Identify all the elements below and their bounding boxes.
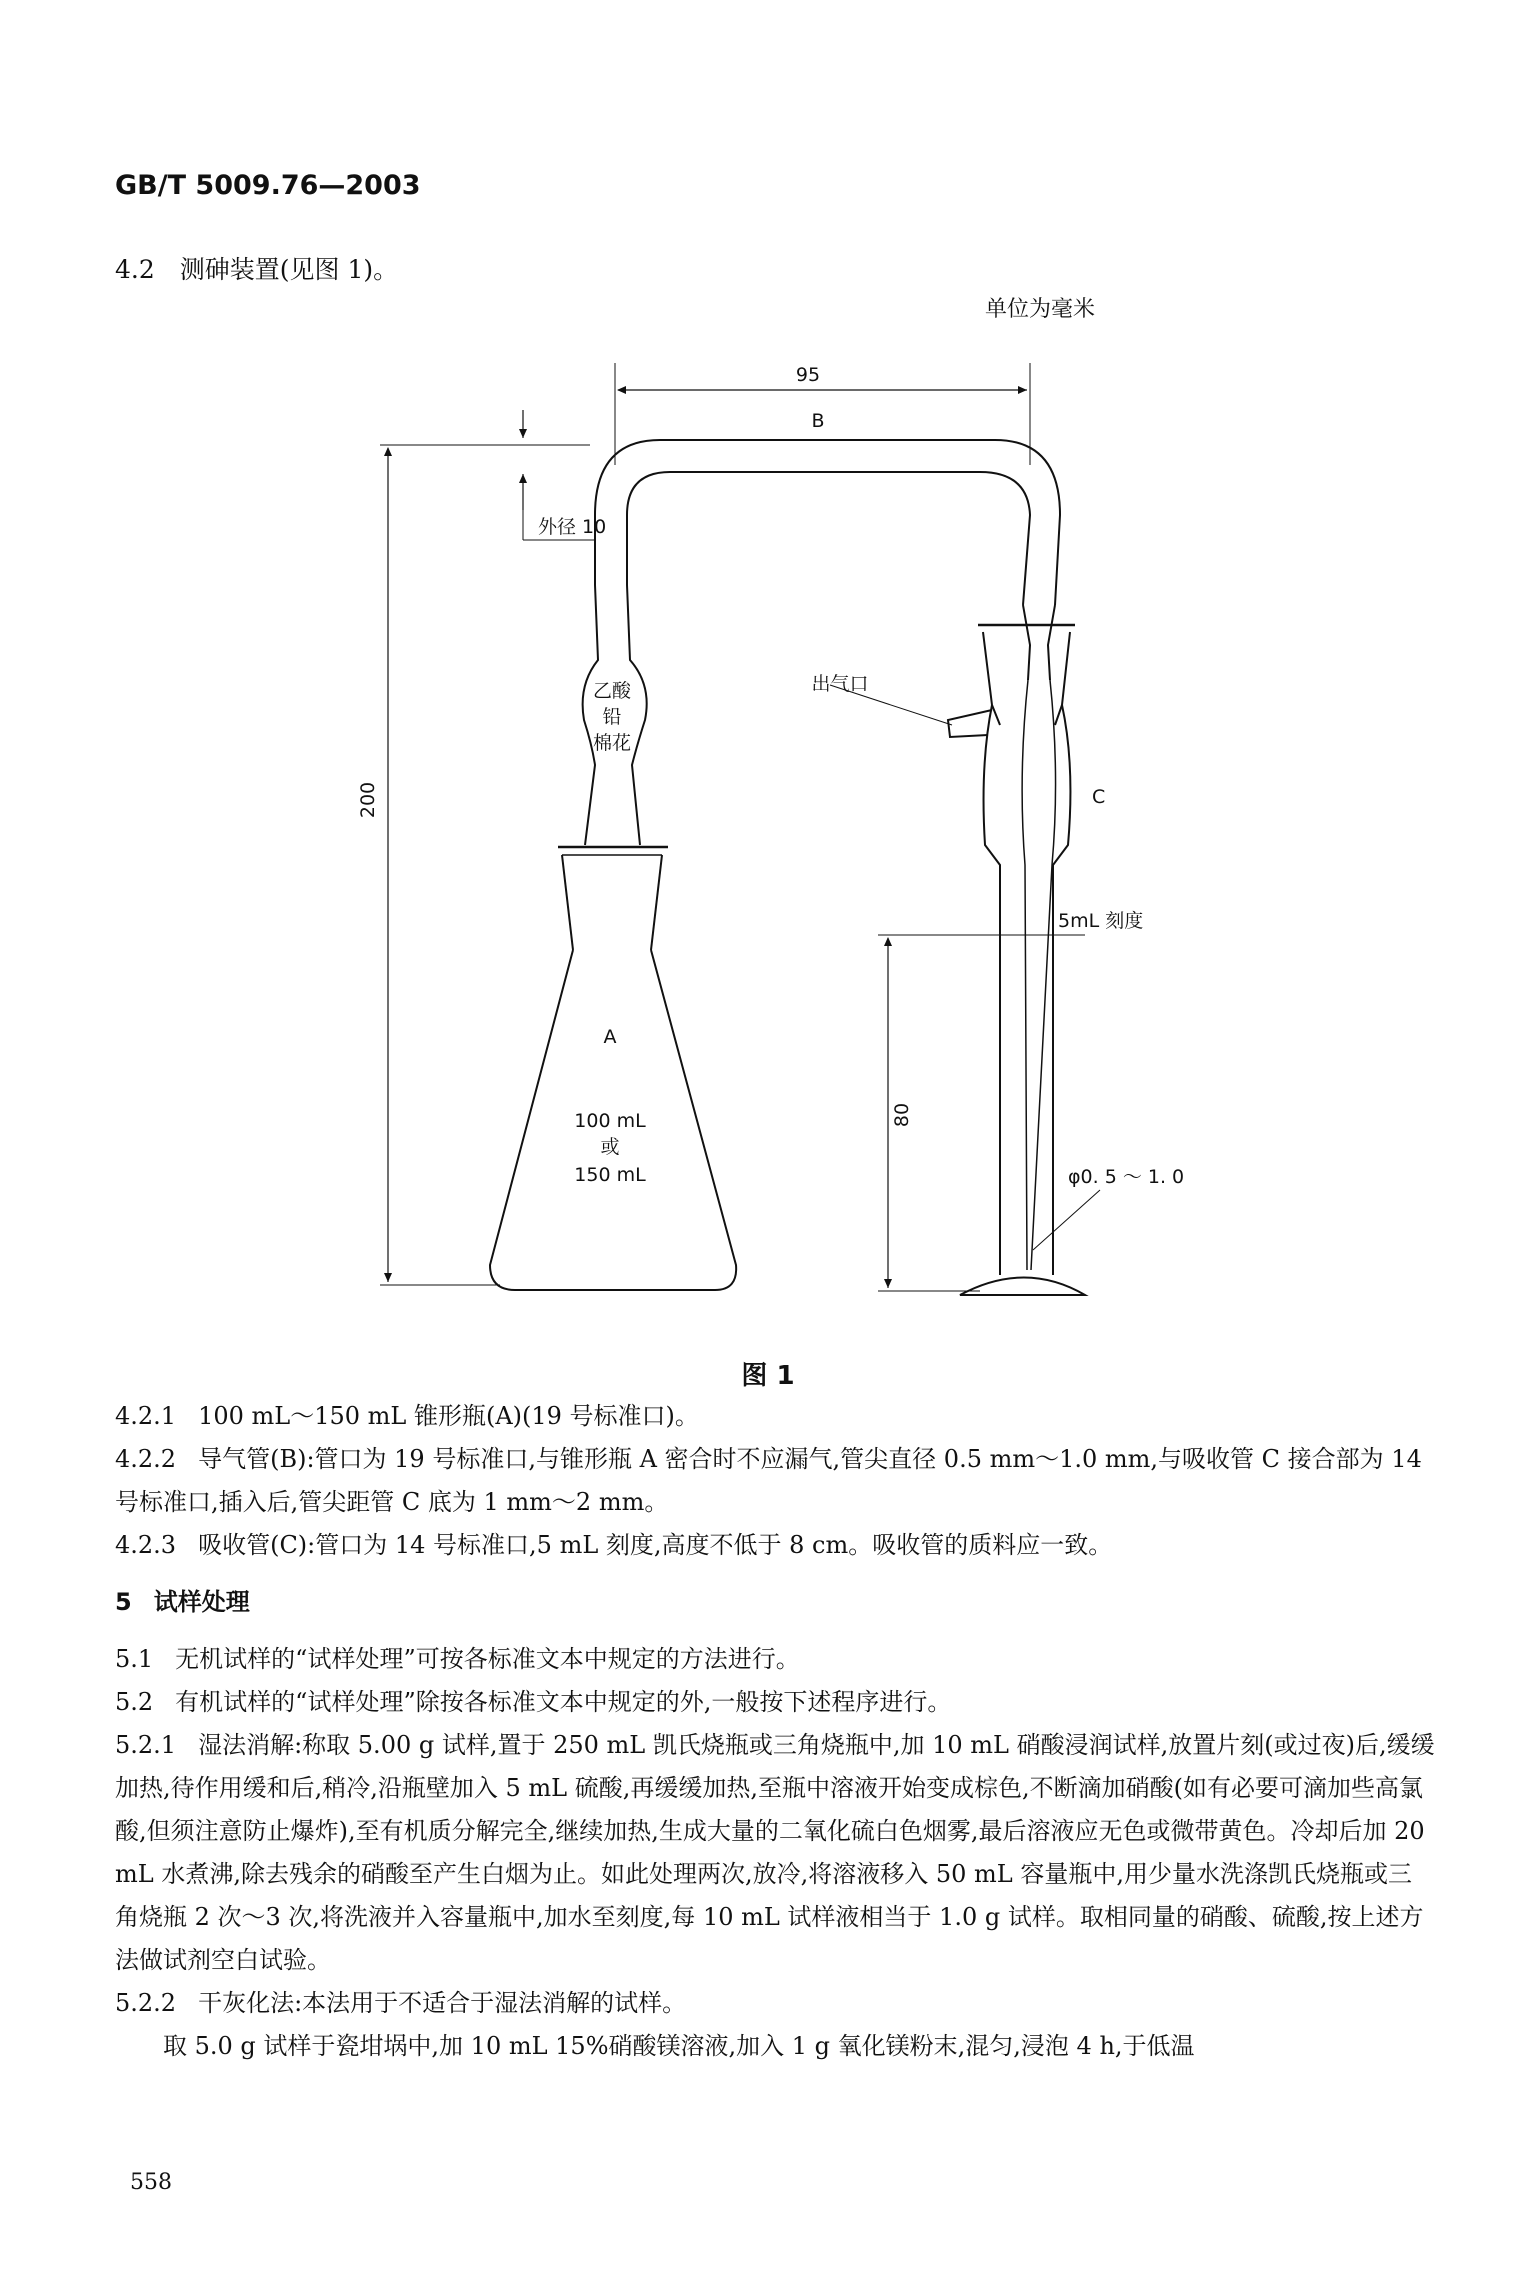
para-text: 导气管(B):管口为 19 号标准口,与锥形瓶 A 密合时不应漏气,管尖直径 0.5 mm～1.0 mm,与吸收管 C 接合部为 14 号标准口,插入后,管尖距管 C 底为 1 mm～2 mm。 — [115, 1445, 1422, 1516]
para-number: 4.2.3 — [115, 1531, 177, 1559]
para-text: 无机试样的“试样处理”可按各标准文本中规定的方法进行。 — [175, 1645, 800, 1673]
cotton-label-3: 棉花 — [592, 732, 632, 754]
para-number: 5.2.2 — [115, 1989, 177, 2017]
figure-caption: 图 1 — [741, 1361, 795, 1391]
para-4-2-2 — [115, 1438, 1435, 1524]
page-number: 558 — [130, 2170, 172, 2195]
volume-150-label: 150 mL — [574, 1164, 646, 1186]
label-c: C — [1092, 786, 1106, 808]
section-number: 5 — [115, 1588, 132, 1616]
dim-height-label: 200 — [357, 781, 379, 819]
apparatus-figure — [340, 345, 1200, 1345]
label-a: A — [603, 1026, 617, 1048]
section-5-heading — [115, 1581, 1435, 1624]
para-text: 湿法消解:称取 5.00 g 试样,置于 250 mL 凯氏烧瓶或三角烧瓶中,加 10 mL 硝酸浸润试样,放置片刻(或过夜)后,缓缓加热,待作用缓和后,稍冷,沿瓶壁加入 5 mL 硫酸,再缓缓加热,至瓶中溶液开始变成棕色,不断滴加硝酸(如有必要可滴加些高氯酸,但须注意防止爆炸),至有机质分解完全,继续加热,生成大量的二氧化硫白色烟雾,最后溶液应无色或微带黄色。冷却后加 20 mL 水煮沸,除去残余的硝酸至产生白烟为止。如此处理两次,放冷,将溶液移入 50 mL 容量瓶中,用少量水洗涤凯氏烧瓶或三角烧瓶 2 次～3 次,将洗液并入容量瓶中,加水至刻度,每 10 mL 试样液相当于 1.0 g 试样。取相同量的硝酸、硫酸,按上述方法做试剂空白试验。 — [115, 1731, 1435, 1974]
para-text: 100 mL～150 mL 锥形瓶(A)(19 号标准口)。 — [198, 1402, 699, 1430]
outer-diameter-label: 外径 10 — [538, 516, 607, 538]
para-number: 5.2.1 — [115, 1731, 177, 1759]
unit-note: 单位为毫米 — [985, 297, 1096, 322]
cotton-label-1: 乙酸 — [592, 680, 632, 702]
para-4-2-1 — [115, 1395, 1435, 1438]
para-5-2-2-body: 取 5.0 g 试样于瓷坩埚中,加 10 mL 15%硝酸镁溶液,加入 1 g 氧化镁粉末,混匀,浸泡 4 h,于低温 — [163, 2032, 1195, 2060]
para-5-2-2 — [115, 1982, 1435, 2025]
volume-or-label: 或 — [600, 1136, 620, 1158]
para-number: 5.1 — [115, 1645, 154, 1673]
tip-diameter-label: φ0. 5 ～ 1. 0 — [1068, 1166, 1185, 1188]
dim-80-label: 80 — [891, 1102, 913, 1128]
cotton-label-2: 铅 — [602, 706, 622, 728]
para-5-1 — [115, 1638, 1435, 1681]
para-number: 5.2 — [115, 1688, 154, 1716]
para-4-2-3 — [115, 1524, 1435, 1567]
outlet-label: 出气口 — [811, 673, 869, 695]
para-5-2-1 — [115, 1724, 1435, 1982]
para-text: 干灰化法:本法用于不适合于湿法消解的试样。 — [198, 1989, 687, 2017]
section-title: 试样处理 — [153, 1588, 250, 1616]
mark-5ml-label: 5mL 刻度 — [1058, 910, 1144, 932]
dim-width-label: 95 — [795, 364, 821, 386]
section-4-2-title: 4.2 测砷装置(见图 1)。 — [115, 255, 399, 284]
standard-code: GB/T 5009.76—2003 — [115, 170, 421, 201]
label-b: B — [811, 410, 825, 432]
para-number: 4.2.2 — [115, 1445, 177, 1473]
para-text: 吸收管(C):管口为 14 号标准口,5 mL 刻度,高度不低于 8 cm。吸收管的质料应一致。 — [198, 1531, 1113, 1559]
para-number: 4.2.1 — [115, 1402, 177, 1430]
para-5-2 — [115, 1681, 1435, 1724]
body-text — [115, 1395, 1435, 2068]
para-text: 有机试样的“试样处理”除按各标准文本中规定的外,一般按下述程序进行。 — [175, 1688, 952, 1716]
volume-100-label: 100 mL — [574, 1110, 646, 1132]
